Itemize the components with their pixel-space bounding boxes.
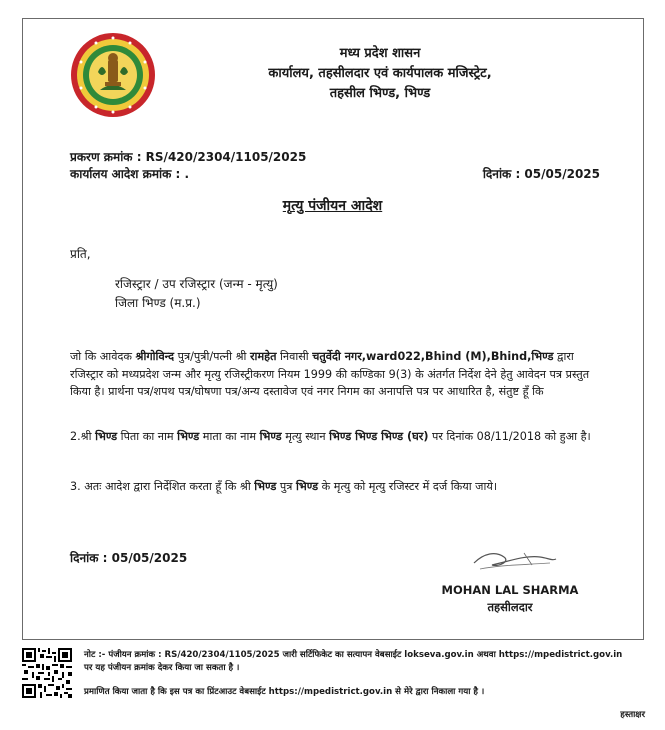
text: 3. अतः आदेश द्वारा निर्देशित करता हूँ कि श्री [70, 480, 255, 493]
addressee-line-2: जिला भिण्ड (म.प्र.) [115, 296, 201, 310]
text: पुत्र [276, 480, 296, 493]
text: पिता का नाम [117, 430, 178, 443]
qr-code-icon [22, 648, 72, 698]
text: पुत्र/पुत्री/पत्नी श्री [174, 350, 250, 363]
text: माता का नाम [199, 430, 260, 443]
text: पर दिनांक 08/11/2018 को हुआ है। [428, 430, 591, 443]
text: निवासी [276, 350, 313, 363]
order-date: दिनांक : 05/05/2025 [482, 167, 600, 181]
deceased-mother-name: भिण्ड [259, 430, 282, 443]
applicant-father-name: रामहेत [249, 350, 277, 363]
signatory-block [440, 582, 580, 616]
office-name: कार्यालय, तहसीलदार एवं कार्यपालक मजिस्ट्रेट, [268, 66, 492, 81]
verification-note: नोट :- पंजीयन क्रमांक : RS/420/2304/1105/2025 जारी सर्टिफिकेट का सत्यापन वेबसाईट lokseva.gov.in अथवा https://mpedistrict.gov.in पर यह पंजीयन क्रमांक देकर किया जा सकता है । [84, 650, 623, 673]
order-deceased-name: भिण्ड [254, 480, 277, 493]
signatory-designation: तहसीलदार [487, 600, 533, 614]
office-order-number: कार्यालय आदेश क्रमांक : . [70, 167, 190, 181]
text: के मृत्यु को मृत्यु रजिस्टर में दर्ज किया जाये। [318, 480, 498, 493]
death-place: भिण्ड भिण्ड भिण्ड (घर) [329, 430, 429, 443]
paragraph-order [70, 478, 605, 496]
addressee-line-1: रजिस्ट्रार / उप रजिस्ट्रार (जन्म - मृत्यु) [115, 277, 278, 291]
text: मृत्यु स्थान [281, 430, 330, 443]
office-header [200, 44, 560, 104]
applicant-address: चतुर्वेदी नगर,ward022,Bhind (M),Bhind,भिण्ड [312, 350, 554, 363]
document-title: मृत्यु पंजीयन आदेश [282, 198, 383, 214]
government-name: मध्य प्रदेश शासन [339, 46, 421, 61]
text: जो कि आवेदक [70, 350, 136, 363]
tehsil-name: तहसील भिण्ड, भिण्ड [329, 86, 431, 101]
paragraph-applicant [70, 348, 605, 401]
text: द्वारा रजिस्ट्रार को मध्यप्रदेश जन्म और मृत्यु रजिस्ट्रीकरण नियम 1999 की कण्डिका 9(3) के अंतर्गत निर्देश देने हेतु आवेदन पत्र प्रस्तुत किया है। प्रार्थना पत्र/शपथ पत्र/घोषणा पत्र/अन्य दस्तावेज एवं नगर निगम का अनापत्ति पत्र पर आधारित है, संतुष्ट हूँ कि [70, 350, 590, 398]
printout-certification: प्रमाणित किया जाता है कि इस पत्र का प्रिंटआउट वेबसाईट https://mpedistrict.gov.in से मेरे द्वारा निकाला गया है । [84, 687, 485, 697]
signatory-name: MOHAN LAL SHARMA [441, 583, 579, 597]
addressee-to: प्रति, [70, 247, 91, 261]
mp-government-emblem-icon [70, 32, 156, 118]
deceased-father-name: भिण्ड [177, 430, 200, 443]
order-father-name: भिण्ड [296, 480, 319, 493]
paragraph-death-details [70, 428, 605, 446]
applicant-name: श्रीगोविन्द [135, 350, 175, 363]
signoff-date: दिनांक : 05/05/2025 [70, 551, 188, 565]
signature-icon [470, 543, 560, 575]
case-number: प्रकरण क्रमांक : RS/420/2304/1105/2025 [70, 150, 307, 164]
text: 2.श्री [70, 430, 96, 443]
deceased-name: भिण्ड [95, 430, 118, 443]
signature-label: हस्ताक्षर [620, 710, 645, 720]
